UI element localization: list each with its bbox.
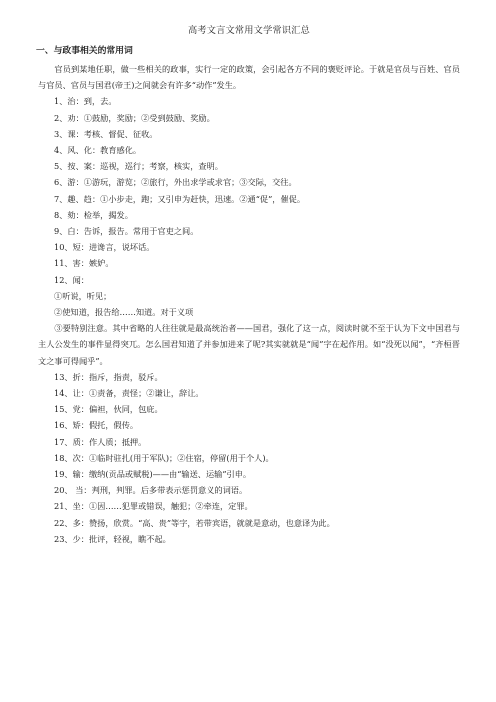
list-item: 22、多：赞扬，欣赏。“高、贵”等字，若带宾语，就就是意动，也意译为此。 (54, 517, 335, 528)
list-item: 8、劾：检举，揭发。 (54, 209, 133, 220)
list-item: 1、治：到，去。 (54, 96, 117, 107)
list-item: 23、少：批评，轻视，瞧不起。 (54, 533, 171, 544)
list-item: 19、输：缴纳(贡品或赋税)——由“输送、运输”引申。 (54, 469, 252, 480)
section-heading: 一、与政事相关的常用词 (36, 46, 133, 56)
list-item: 14、让：①责备，责怪；②谦让，辞让。 (54, 388, 204, 399)
list-item: 10、短：进谗言，说坏话。 (54, 242, 155, 253)
list-item: 18、次：①临时驻扎(用于军队)；②住宿，停留(用于个人)。 (54, 452, 274, 463)
list-item: 11、害：嫉妒。 (54, 258, 114, 269)
list-item: 15、党：偏袒，伙同，包庇。 (54, 404, 163, 415)
list-item: 9、白：告诉，报告。常用于官吏之间。 (54, 226, 199, 237)
list-item: 2、劝：①鼓励，奖励；②受到鼓励、奖励。 (54, 112, 215, 123)
list-item: 16、矫：假托，假传。 (54, 420, 139, 431)
list-item: ①听说，听见； (54, 290, 112, 301)
list-item: 21、坐：①因……犯罪或错误，触犯；②牵连，定罪。 (54, 501, 253, 512)
list-item: 3、课：考核、督促、征收。 (54, 128, 158, 139)
list-item: 17、质：作人质；抵押。 (54, 436, 147, 447)
list-item: 13、折：指斥，指责，驳斥。 (54, 371, 163, 382)
list-item: 4、风、化：教育感化。 (54, 145, 142, 156)
list-item: 20、 当：判刑，判罪。后多带表示惩罚意义的词语。 (54, 485, 248, 496)
list-item: 12、闻： (54, 274, 89, 285)
list-item: ②使知道，报告给……知道。对于义项 (54, 307, 194, 318)
list-item: 6、游：①游玩，游览；②旅行，外出求学或求官；③交际，交往。 (54, 177, 297, 188)
list-item: 5、按、案：巡视，巡行；考察，核实，查明。 (54, 161, 223, 172)
document-title: 高考文言文常用文学常识汇总 (187, 25, 311, 36)
intro-paragraph: 官员到某地任职，做一些相关的政事，实行一定的政策，会引起各方不同的褒贬评论。于就是官员与百姓、官员与官员、官员与国君(帝王)之间就会有许多“动作”发生。 (38, 64, 460, 91)
list-item: 7、趣、趋：①小步走，跑；又引申为赶快，迅速。②通“促”，催促。 (54, 193, 306, 204)
list-item-paragraph: ③要特别注意。其中省略的人往往就是最高统治者——国君，强化了这一点，阅读时就不至于认为下文中国君与主人公发生的事件显得突兀。怎么国君知道了并参加进来了呢?其实就就是“闻”字在起作用。如“没死以闻”，“齐桓晋文之事可得闻乎”。 (38, 323, 460, 366)
